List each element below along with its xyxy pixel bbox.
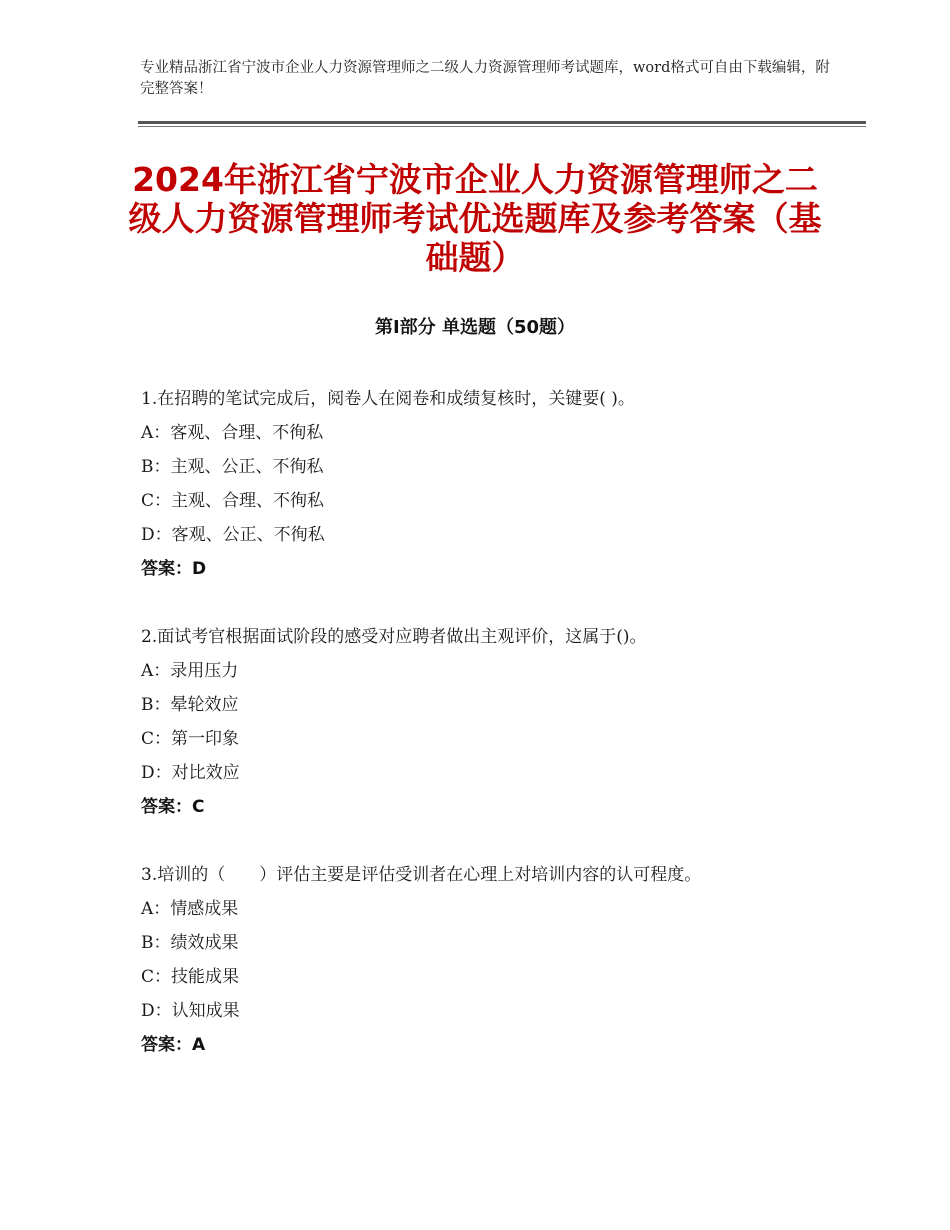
option-b: B：绩效成果 (141, 933, 239, 953)
question-2 (141, 620, 821, 824)
answer: 答案：C (141, 797, 205, 817)
option-a: A：客观、合理、不徇私 (141, 423, 324, 443)
option-c: C：第一印象 (141, 729, 240, 749)
option-c: C：主观、合理、不徇私 (141, 491, 325, 511)
question-1 (141, 382, 821, 586)
answer: 答案：D (141, 559, 207, 579)
answer: 答案：A (141, 1035, 206, 1055)
question-stem: 1.在招聘的笔试完成后，阅卷人在阅卷和成绩复核时，关键要( )。 (141, 389, 635, 409)
option-a: A：录用压力 (141, 661, 239, 681)
header-rule-thick (138, 121, 866, 124)
option-d: D：对比效应 (141, 763, 240, 783)
header-rule-thin (138, 126, 866, 127)
option-b: B：晕轮效应 (141, 695, 239, 715)
question-list (141, 382, 821, 1096)
question-stem: 3.培训的（ ）评估主要是评估受训者在心理上对培训内容的认可程度。 (141, 865, 702, 885)
section-heading: 第Ⅰ部分 单选题（50题） (374, 317, 575, 338)
option-c: C：技能成果 (141, 967, 240, 987)
option-b: B：主观、公正、不徇私 (141, 457, 324, 477)
header-note: 专业精品浙江省宁波市企业人力资源管理师之二级人力资源管理师考试题库，word格式可自由下载编辑，附完整答案！ (140, 60, 830, 97)
question-3 (141, 858, 821, 1062)
option-d: D：客观、公正、不徇私 (141, 525, 325, 545)
option-a: A：情感成果 (141, 899, 239, 919)
document-title: 2024年浙江省宁波市企业人力资源管理师之二级人力资源管理师考试优选题库及参考答案（基础题） (128, 160, 822, 277)
option-d: D：认知成果 (141, 1001, 240, 1021)
question-stem: 2.面试考官根据面试阶段的感受对应聘者做出主观评价，这属于()。 (141, 627, 647, 647)
